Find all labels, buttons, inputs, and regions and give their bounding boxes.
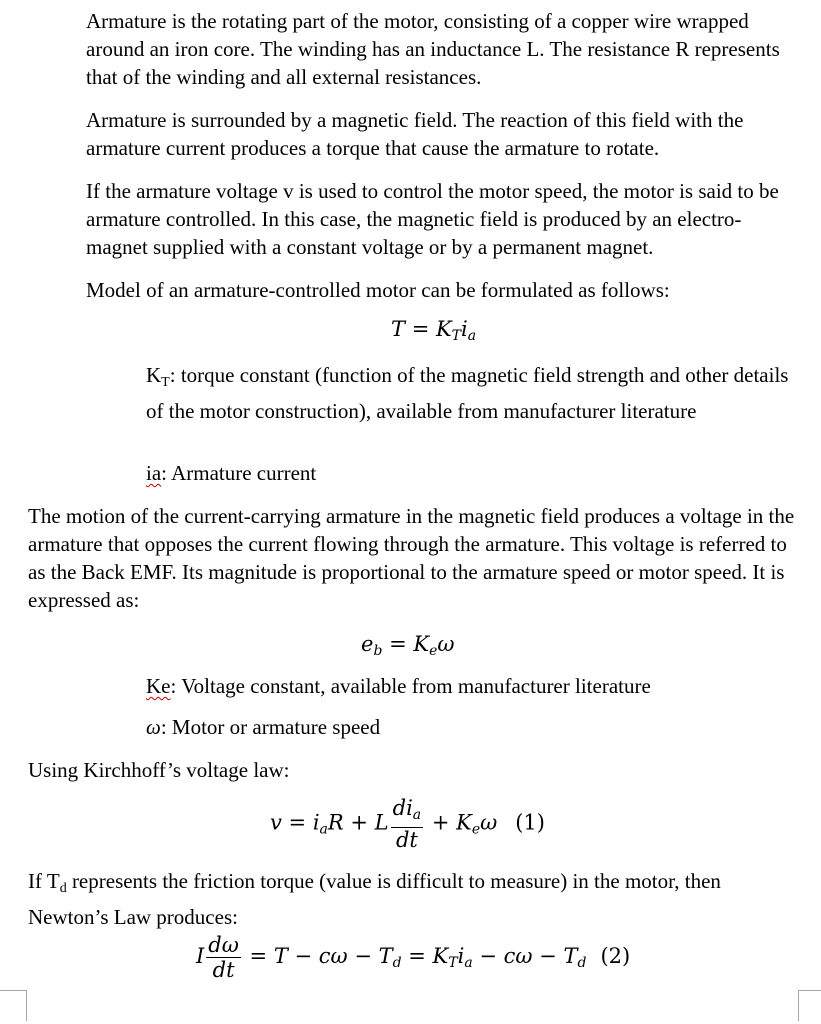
eq-backemf-omega: ω (437, 632, 455, 656)
ia-text: : Armature current (161, 461, 317, 485)
eq2-label: (2) (600, 944, 631, 968)
eq1-l: L (374, 810, 389, 835)
eq-backemf-equals: = (382, 632, 414, 656)
eq1-k-sub: e (471, 821, 481, 838)
page-margin-corner-right (798, 990, 821, 1021)
eq2-rhs1: = T − cω − T (242, 944, 393, 968)
eq2-i-sub: a (464, 955, 473, 971)
kt-symbol-sub: T (161, 375, 170, 390)
eq2-numerator: dω (208, 933, 239, 957)
equation-2 (196, 933, 630, 982)
kt-symbol: K (146, 363, 162, 387)
eq1-r: R (327, 810, 344, 835)
eq1-omega: ω (480, 810, 498, 835)
eq2-rhs1-sub: d (392, 955, 402, 971)
eq1-numerator (391, 796, 424, 828)
eq2-rhs2-sub: d (577, 955, 587, 971)
eq-backemf-lhs-sub: b (373, 643, 383, 659)
eq-torque-lhs: T (391, 317, 406, 341)
eq1-equals: = (281, 810, 313, 835)
eq2-k-sub: T (448, 955, 458, 971)
eq1-denominator: dt (395, 828, 418, 852)
eq-torque-i: i (461, 317, 468, 341)
eq1-num-text: di (392, 796, 413, 820)
eq2-k: K (432, 944, 449, 968)
eq-torque-k-sub: T (451, 328, 462, 344)
eq1-label: (1) (515, 810, 545, 835)
ke-symbol: Ke (146, 674, 171, 698)
eq1-i: i (312, 810, 320, 835)
page-margin-corner-left (0, 990, 27, 1021)
eq1-plus1: + (343, 810, 375, 835)
eq-torque-k: K (435, 317, 452, 341)
eq1-i-sub: a (319, 821, 328, 838)
eq2-i: i (457, 944, 465, 968)
ia-symbol: ia (146, 461, 162, 485)
eq1-plus2: + (425, 810, 457, 835)
equation-torque (391, 315, 476, 350)
eq1-num-sub: a (412, 807, 422, 823)
paragraph-back-emf: The motion of the current-carrying armature in the magnetic field produces a voltage in the armature that opposes the current flowing through the armature. This voltage is referred to as the Back EMF. Its magnitude is proportional to the armature speed or motor speed. It is expressed as: (28, 504, 795, 612)
eq-torque-i-sub: a (467, 328, 477, 344)
p7-prefix: If T (28, 869, 60, 893)
eq2-equals: = (401, 944, 433, 968)
eq2-rhs2: − cω − T (472, 944, 578, 968)
definition-voltage-constant (146, 672, 796, 700)
definition-armature-current (146, 459, 796, 487)
ke-text: : Voltage constant, available from manufacturer literature (170, 674, 651, 698)
kt-text: : torque constant (function of the magnetic field strength and other details of the motor construction), available from manufacturer literature (146, 363, 789, 423)
eq1-k: K (456, 810, 472, 835)
eq1-lhs: v (270, 810, 282, 835)
paragraph-kirchhoff: Using Kirchhoff’s voltage law: (28, 758, 290, 782)
paragraph-armature-definition: Armature is the rotating part of the motor, consisting of a copper wire wrapped around an iron core. The winding has an inductance L. The resistance R represents that of the winding and all external resistances. (86, 9, 780, 89)
eq2-j: I (196, 944, 205, 968)
p7-sub: d (59, 881, 67, 896)
eq2-denominator: dt (212, 958, 235, 982)
paragraph-newton (28, 867, 798, 931)
omega-text: : Motor or armature speed (160, 715, 381, 739)
eq-backemf-k-sub: e (429, 643, 438, 659)
eq1-fraction (391, 796, 424, 852)
eq-torque-equals: = (405, 317, 436, 341)
omega-symbol: ω (146, 715, 161, 739)
paragraph-model-intro: Model of an armature-controlled motor can be formulated as follows: (86, 278, 670, 302)
definition-torque-constant (146, 361, 796, 425)
p7-rest: represents the friction torque (value is difficult to measure) in the motor, then Newton’s Law produces: (28, 869, 721, 929)
paragraph-magnetic-field: Armature is surrounded by a magnetic field. The reaction of this field with the armature current produces a torque that cause the armature to rotate. (86, 108, 744, 160)
eq-backemf-lhs: e (361, 632, 374, 656)
definition-motor-speed (146, 713, 796, 741)
eq-backemf-k: K (413, 632, 430, 656)
equation-back-emf (361, 630, 454, 665)
eq2-fraction (206, 933, 241, 982)
paragraph-armature-control: If the armature voltage v is used to control the motor speed, the motor is said to be armature controlled. In this case, the magnetic field is produced by an electro-magnet supplied with a constant voltage or by a permanent magnet. (86, 179, 779, 259)
equation-1 (270, 796, 545, 852)
